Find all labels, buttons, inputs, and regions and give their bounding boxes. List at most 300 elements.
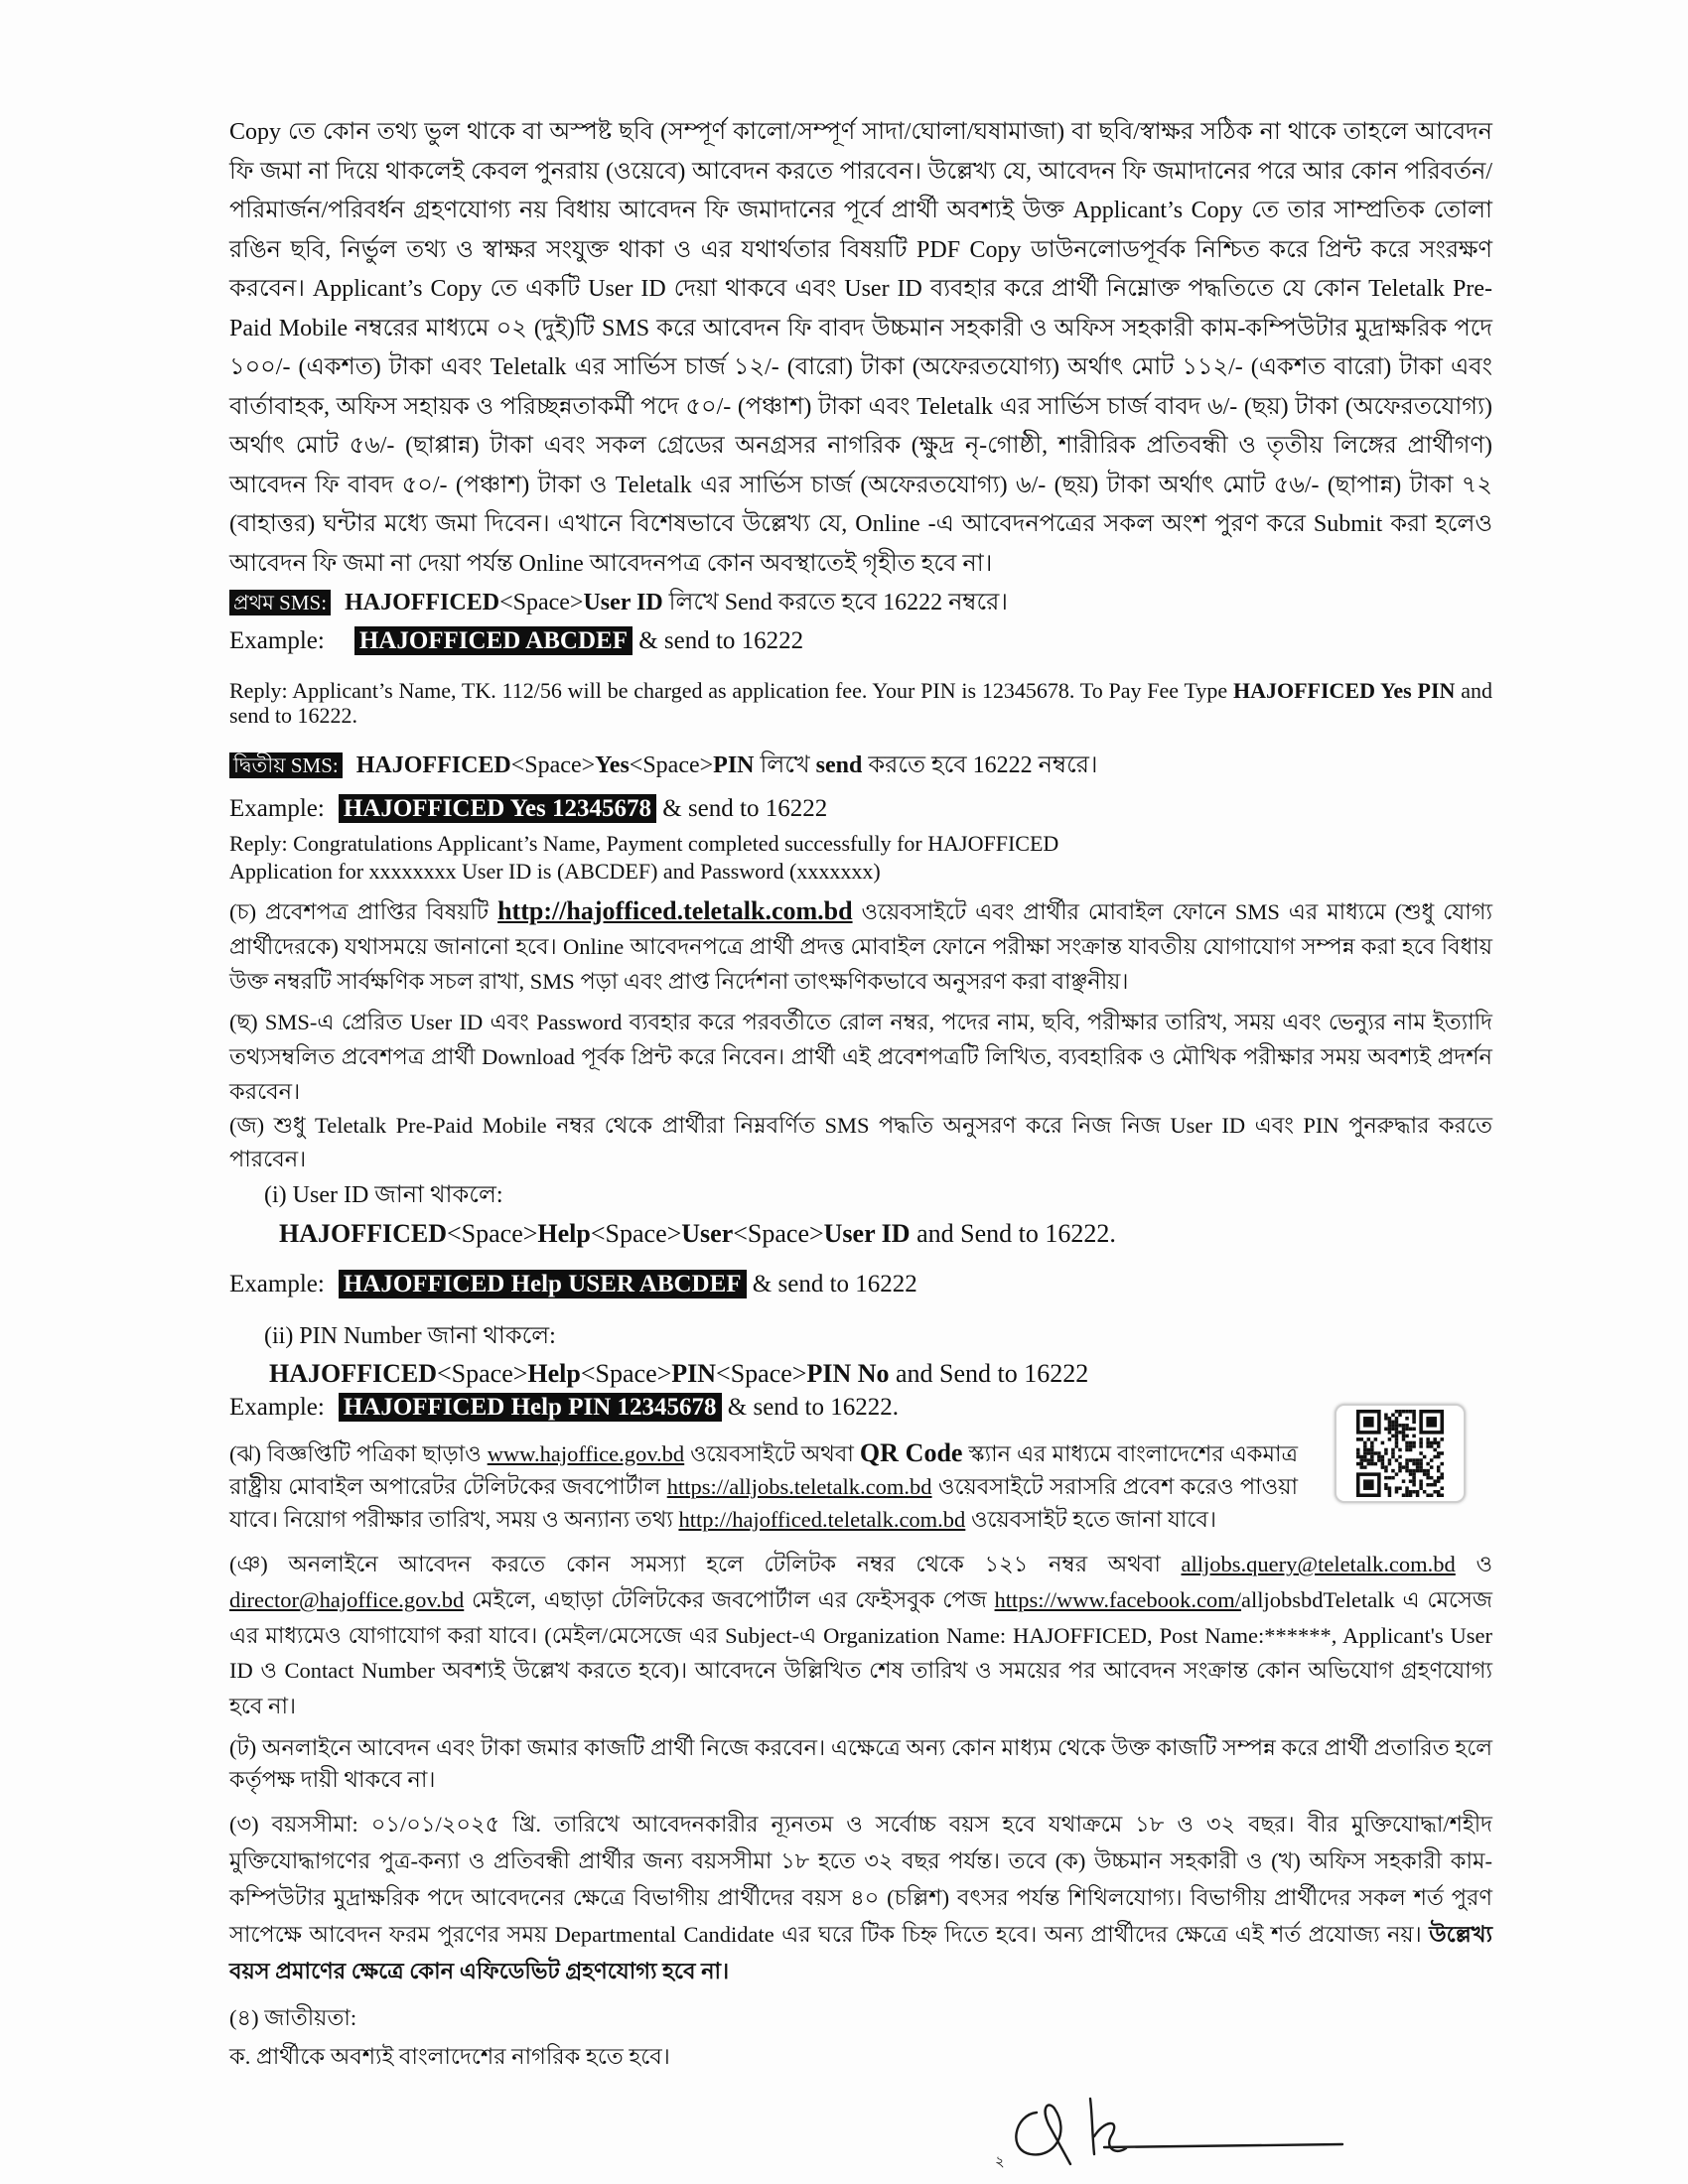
qr-module (1398, 1462, 1402, 1466)
qr-module (1363, 1451, 1367, 1455)
qr-module (1391, 1424, 1395, 1428)
qr-module (1360, 1465, 1364, 1469)
first-sms-instruction (229, 584, 1492, 621)
qr-module (1402, 1431, 1406, 1434)
qr-module (1437, 1455, 1441, 1459)
qr-module (1384, 1428, 1388, 1432)
qr-module (1395, 1490, 1399, 1494)
qr-module (1426, 1437, 1430, 1441)
qr-module (1437, 1469, 1441, 1473)
example-label: Example: (229, 795, 325, 822)
qr-module (1437, 1476, 1441, 1480)
support-paragraph (229, 1547, 1492, 1724)
qr-module (1388, 1437, 1392, 1441)
qr-module (1391, 1434, 1395, 1438)
sms-keyword: HAJOFFICED (269, 1359, 437, 1388)
qr-module (1412, 1469, 1416, 1473)
qr-module (1377, 1455, 1381, 1459)
qr-module (1377, 1451, 1381, 1455)
qr-module (1419, 1469, 1423, 1473)
qr-module (1384, 1486, 1388, 1490)
qr-module (1388, 1476, 1392, 1480)
qr-module (1409, 1428, 1413, 1432)
example-label: Example: (229, 1271, 325, 1297)
sms-keyword: HAJOFFICED (355, 752, 511, 778)
qr-module (1356, 1451, 1360, 1455)
qr-module (1388, 1421, 1392, 1425)
pin-token: PIN (713, 752, 755, 778)
qr-module (1398, 1414, 1402, 1418)
qr-module (1381, 1458, 1385, 1462)
paragraph-text: ওয়েবসাইট হতে জানা যাবে। (965, 1507, 1216, 1532)
application-fee-paragraph: Copy তে কোন তথ্য ভুল থাকে বা অস্পষ্ট ছবি (সম্পূর্ণ কালো/সম্পূর্ণ সাদা/ঘোলা/ঘষামাজা) বা ছবি/স্বাক্ষর সঠিক না থাকে তাহলে আবেদন ফি জমা না দিয়ে থাকলেই কেবল পুনরায় (ওয়েবে) আবেদন করতে পারবেন। উল্লেখ্য যে, আবেদন ফি জমাদানের পরে আর কোন পরিবর্তন/পরিমার্জন/পরিবর্ধন গ্রহণযোগ্য নয় বিধায় আবেদন ফি জমাদানের পূর্বে প্রার্থী অবশ্যই উক্ত Applicant’s Copy তে তার সাম্প্রতিক তোলা রঙিন ছবি, নির্ভুল তথ্য ও স্বাক্ষর সংযুক্ত থাকা ও এর যথার্থতার বিষয়টি PDF Copy ডাউনলোডপূর্বক নিশ্চিত করে প্রিন্ট করে সংরক্ষণ করবেন। Applicant’s Copy তে একটি User ID দেয়া থাকবে এবং User ID ব্যবহার করে প্রার্থী নিম্নোক্ত পদ্ধতিতে যে কোন Teletalk Pre-Paid Mobile নম্বরের মাধ্যমে ০২ (দুই)টি SMS করে আবেদন ফি বাবদ উচ্চমান সহকারী ও অফিস সহকারী কাম-কম্পিউটার মুদ্রাক্ষরিক পদে ১০০/- (একশত) টাকা এবং Teletalk এর সার্ভিস চার্জ ১২/- (বারো) টাকা (অফেরতযোগ্য) অর্থাৎ মোট ১১২/- (একশত বারো) টাকা এবং বার্তাবাহক, অফিস সহায়ক ও পরিচ্ছন্নতাকর্মী পদে ৫০/- (পঞ্চাশ) টাকা এবং Teletalk এর সার্ভিস চার্জ বাবদ ৬/- (ছয়) টাকা (অফেরতযোগ্য) অর্থাৎ মোট ৫৬/- (ছাপ্পান্ন) টাকা এবং সকল গ্রেডের অনগ্রসর নাগরিক (ক্ষুদ্র নৃ-গোষ্ঠী, শারীরিক প্রতিবন্ধী ও তৃতীয় লিঙ্গের প্রার্থীগণ) আবেদন ফি বাবদ ৫০/- (পঞ্চাশ) টাকা ও Teletalk এর সার্ভিস চার্জ (অফেরতযোগ্য) ৬/- (ছয়) টাকা অর্থাৎ মোট ৫৬/- (ছাপান্ন) টাকা ৭২ (বাহাত্তর) ঘন্টার মধ্যে জমা দিবেন। এখানে বিশেষভাবে উল্লেখ্য যে, Online -এ আবেদনপত্রের সকল অংশ পুরণ করে Submit করা হলেও আবেদন ফি জমা না দেয়া পর্যন্ত Online আবেদনপত্র কোন অবস্থাতেই গৃহীত হবে না। (229, 119, 1492, 577)
nationality-item: ক. প্রার্থীকে অবশ্যই বাংলাদেশের নাগরিক হতে হবে। (229, 2043, 670, 2069)
qr-module (1405, 1441, 1409, 1445)
qr-module (1405, 1428, 1409, 1432)
qr-module (1363, 1458, 1367, 1462)
qr-module (1374, 1451, 1378, 1455)
qr-module (1405, 1417, 1409, 1421)
qr-module (1402, 1437, 1406, 1441)
qr-module (1405, 1490, 1409, 1494)
qr-module (1412, 1472, 1416, 1476)
qr-module (1416, 1458, 1420, 1462)
reply-tail: and send to 16222. (229, 678, 1493, 728)
facebook-page-link: https://www.facebook.com/ (994, 1586, 1242, 1612)
qr-module (1440, 1476, 1444, 1480)
qr-module (1360, 1455, 1364, 1459)
example-code: HAJOFFICED ABCDEF (354, 626, 633, 655)
qr-module (1363, 1479, 1374, 1490)
admit-card-paragraph (229, 893, 1492, 999)
qr-module (1426, 1469, 1430, 1473)
qr-module (1391, 1455, 1395, 1459)
qr-module (1426, 1476, 1430, 1480)
space-token: <Space> (580, 1359, 672, 1388)
qr-module (1363, 1417, 1374, 1428)
qr-module (1381, 1441, 1385, 1445)
self-apply-paragraph: (ট) অনলাইনে আবেদন এবং টাকা জমার কাজটি প্রার্থী নিজে করবেন। এক্ষেত্রে অন্য কোন মাধ্যম থেকে উক্ত কাজটি সম্পন্ন করে প্রার্থী প্রতারিত হলে কর্তৃপক্ষ দায়ী থাকবে না। (229, 1734, 1492, 1792)
reply-command: HAJOFFICED Yes PIN (1232, 678, 1456, 703)
qr-module (1398, 1431, 1402, 1434)
qr-module (1370, 1455, 1374, 1459)
qr-module (1430, 1483, 1434, 1487)
qr-code (1356, 1410, 1444, 1497)
qr-module (1395, 1434, 1399, 1438)
qr-module (1433, 1483, 1437, 1487)
qr-module (1412, 1458, 1416, 1462)
signature-stroke (1016, 2099, 1342, 2164)
sms-instruction-text: করতে হবে 16222 নম্বরে। (862, 752, 1098, 778)
qr-module (1370, 1448, 1374, 1452)
qr-module (1360, 1462, 1364, 1466)
qr-module (1433, 1479, 1437, 1483)
example-tail: & send to 16222 (632, 627, 804, 654)
qr-module (1391, 1428, 1395, 1432)
qr-module (1360, 1458, 1364, 1462)
qr-module (1416, 1462, 1420, 1466)
paragraph-text: (ঝ) বিজ্ঞপ্তিটি পত্রিকা ছাড়াও (229, 1441, 488, 1466)
qr-module (1412, 1434, 1416, 1438)
qr-module (1398, 1448, 1402, 1452)
qr-module (1440, 1451, 1444, 1455)
qr-module (1419, 1486, 1423, 1490)
qr-module (1405, 1486, 1409, 1490)
qr-module (1440, 1472, 1444, 1476)
qr-module (1412, 1428, 1416, 1432)
qr-module (1409, 1479, 1413, 1483)
qr-module (1398, 1486, 1402, 1490)
second-sms-reply (229, 830, 1492, 886)
example-code: HAJOFFICED Help PIN 12345678 (339, 1393, 722, 1422)
paragraph-text: ও (1455, 1552, 1493, 1576)
qr-module (1405, 1458, 1409, 1462)
qr-module (1409, 1444, 1413, 1448)
qr-module (1412, 1479, 1416, 1483)
user-id-token: User ID (583, 590, 663, 615)
qr-module (1440, 1462, 1444, 1466)
qr-module (1416, 1493, 1420, 1497)
space-token: <Space> (499, 590, 584, 615)
qr-module (1416, 1490, 1420, 1494)
qr-module (1395, 1444, 1399, 1448)
qr-module (1405, 1448, 1409, 1452)
hajofficed-website-link: http://hajofficed.teletalk.com.bd (678, 1507, 966, 1532)
qr-module (1391, 1414, 1395, 1418)
nationality-heading: (৪) জাতীয়তা: (229, 2004, 357, 2030)
qr-module (1391, 1451, 1395, 1455)
qr-module (1433, 1437, 1437, 1441)
qr-module (1437, 1451, 1441, 1455)
notice-body (229, 113, 1492, 2074)
qr-module (1395, 1431, 1399, 1434)
recovery-user-example (229, 1265, 1492, 1304)
qr-module (1419, 1437, 1423, 1441)
command-tail: and Send to 16222 (889, 1359, 1089, 1388)
circular-paragraph (229, 1436, 1298, 1536)
space-token: <Space> (510, 752, 596, 778)
space-token: <Space> (629, 752, 714, 778)
qr-module (1412, 1441, 1416, 1445)
qr-module (1426, 1493, 1430, 1497)
page-number: ২ (995, 2154, 1005, 2170)
paragraph-text: ওয়েবসাইটে এবং প্রার্থীর মোবাইল ফোনে SMS এর মাধ্যমে (শুধু যোগ্য প্রার্থীদেরকে) যথাসময়ে জানানো হবে। Online আবেদনপত্রে প্রার্থী প্রদত্ত মোবাইল ফোনে পরীক্ষা সংক্রান্ত যাবতীয় যোগাযোগ সম্পন্ন করা হবে বিধায় উক্ত নম্বরটি সার্বক্ষণিক সচল রাখা, SMS পড়া এবং প্রাপ্ত নির্দেশনা তাৎক্ষণিকভাবে অনুসরণ করা বাঞ্ছনীয়। (229, 899, 1493, 994)
pin-token: PIN (671, 1359, 717, 1388)
qr-module (1409, 1448, 1413, 1452)
qr-code-frame (1335, 1404, 1466, 1503)
director-email-link: director@hajoffice.gov.bd (229, 1586, 465, 1612)
qr-module (1402, 1434, 1406, 1438)
qr-module (1377, 1458, 1381, 1462)
space-token: <Space> (716, 1359, 807, 1388)
qr-module (1430, 1493, 1434, 1497)
qr-module (1384, 1483, 1388, 1487)
yes-token: Yes (595, 752, 630, 778)
qr-module (1426, 1472, 1430, 1476)
qr-module (1384, 1469, 1388, 1473)
admit-download-paragraph: (ছ) SMS-এ প্রেরিত User ID এবং Password ব্যবহার করে পরবর্তীতে রোল নম্বর, পদের নাম, ছবি, পরীক্ষার তারিখ, সময় এবং ভেন্যুর নাম ইত্যাদি তথ্যসম্বলিত প্রবেশপত্র প্রার্থী Download পূর্বক প্রিন্ট করে নিবেন। প্রার্থী এই প্রবেশপত্রটি লিখিত, ব্যবহারিক ও মৌখিক পরীক্ষার সময় অবশ্যই প্রদর্শন করবেন। (229, 1010, 1492, 1104)
user-token: User (681, 1219, 734, 1248)
qr-module (1405, 1424, 1409, 1428)
qr-module (1430, 1476, 1434, 1480)
qr-module (1367, 1451, 1371, 1455)
alljobs-website-link: https://alljobs.teletalk.com.bd (666, 1474, 932, 1499)
paragraph-text: স্ক্যান এর মাধ্যমে বাংলাদেশের একমাত্র রাষ্ট্রীয় মোবাইল অপারেটর টেলিটকের জবপোর্টাল (229, 1441, 1299, 1499)
qr-module (1419, 1458, 1423, 1462)
qr-module (1419, 1462, 1423, 1466)
space-token: <Space> (733, 1219, 824, 1248)
qr-module (1384, 1476, 1388, 1480)
signature (993, 2085, 1370, 2174)
qr-module (1419, 1465, 1423, 1469)
qr-code-text: QR Code (859, 1438, 963, 1467)
qr-module (1388, 1486, 1392, 1490)
qr-module (1374, 1437, 1378, 1441)
example-tail: & send to 16222 (656, 795, 828, 822)
qr-module (1405, 1469, 1409, 1473)
command-tail: and Send to 16222. (910, 1219, 1116, 1248)
qr-module (1381, 1465, 1385, 1469)
qr-module (1367, 1437, 1371, 1441)
recovery-user-command (229, 1214, 1492, 1254)
qr-module (1430, 1458, 1434, 1462)
qr-module (1370, 1451, 1374, 1455)
qr-module (1398, 1455, 1402, 1459)
example-label: Example: (229, 627, 325, 654)
qr-module (1402, 1493, 1406, 1497)
space-token: <Space> (447, 1219, 538, 1248)
qr-module (1395, 1486, 1399, 1490)
qr-module (1402, 1424, 1406, 1428)
qr-module (1419, 1444, 1423, 1448)
help-token: Help (537, 1219, 591, 1248)
send-token: send (815, 752, 863, 778)
qr-module (1363, 1455, 1367, 1459)
qr-module (1412, 1417, 1416, 1421)
qr-module (1367, 1462, 1371, 1466)
qr-module (1440, 1486, 1444, 1490)
qr-module (1423, 1455, 1427, 1459)
qr-module (1391, 1421, 1395, 1425)
qr-module (1412, 1476, 1416, 1480)
qr-module (1374, 1462, 1378, 1466)
qr-module (1409, 1410, 1413, 1414)
second-sms-instruction (229, 747, 1492, 784)
qr-module (1384, 1414, 1388, 1418)
second-sms-example (229, 789, 1492, 829)
first-sms-example (229, 621, 1492, 661)
qr-module (1388, 1428, 1392, 1432)
paragraph-text: (৩) বয়সসীমা: ০১/০১/২০২৫ খ্রি. তারিখে আবেদনকারীর ন্যূনতম ও সর্বোচ্চ বয়স হবে যথাক্রমে ১৮ ও ৩২ বছর। বীর মুক্তিযোদ্ধা/শহীদ মুক্তিযোদ্ধাগণের পুত্র-কন্যা ও প্রতিবন্ধী প্রার্থীর জন্য বয়সসীমা ১৮ হতে ৩২ বছর পর্যন্ত। তবে (ক) উচ্চমান সহকারী ও (খ) অফিস সহকারী কাম-কম্পিউটার মুদ্রাক্ষরিক পদে আবেদনের ক্ষেত্রে বিভাগীয় প্রার্থীদের বয়স ৪০ (চল্লিশ) বৎসর পর্যন্ত শিথিলযোগ্য। বিভাগীয় প্রার্থীদের সকল শর্ত পুরণ সাপেক্ষে আবেদন ফরম পুরণের সময় Departmental Candidate এর ঘরে টিক চিহ্ন দিতে হবে। অন্য প্রার্থীদের ক্ষেত্রে এই শর্ত প্রযোজ্য নয়। (229, 1811, 1492, 1947)
qr-module (1384, 1465, 1388, 1469)
qr-module (1395, 1424, 1399, 1428)
recovery-pin-label: (ii) PIN Number জানা থাকলে: (264, 1323, 556, 1349)
qr-module (1398, 1469, 1402, 1473)
qr-module (1363, 1444, 1367, 1448)
qr-module (1412, 1483, 1416, 1487)
help-token: Help (527, 1359, 581, 1388)
space-token: <Space> (437, 1359, 528, 1388)
qr-module (1391, 1448, 1395, 1452)
qr-module (1412, 1414, 1416, 1418)
qr-module (1388, 1458, 1392, 1462)
qr-module (1395, 1417, 1399, 1421)
first-sms-label: প্রথম SMS: (229, 590, 331, 615)
qr-module (1430, 1465, 1434, 1469)
qr-module (1391, 1469, 1395, 1473)
example-code: HAJOFFICED Yes 12345678 (339, 794, 656, 823)
sms-instruction-text: লিখে (754, 752, 816, 778)
qr-module (1430, 1444, 1434, 1448)
qr-module (1402, 1465, 1406, 1469)
qr-module (1391, 1476, 1395, 1480)
qr-module (1356, 1448, 1360, 1452)
age-limit-paragraph (229, 1806, 1492, 1989)
qr-module (1395, 1441, 1399, 1445)
qr-module (1402, 1410, 1406, 1414)
qr-module (1363, 1441, 1367, 1445)
qr-module (1356, 1455, 1360, 1459)
qr-module (1395, 1458, 1399, 1462)
qr-module (1388, 1417, 1392, 1421)
qr-module (1405, 1410, 1409, 1414)
example-label: Example: (229, 1394, 325, 1421)
qr-module (1419, 1479, 1423, 1483)
qr-module (1370, 1444, 1374, 1448)
qr-module (1398, 1410, 1402, 1414)
paragraph-text: ওয়েবসাইটে অথবা (684, 1441, 860, 1466)
qr-module (1409, 1458, 1413, 1462)
qr-module (1398, 1424, 1402, 1428)
qr-module (1405, 1434, 1409, 1438)
qr-module (1388, 1462, 1392, 1466)
alljobs-email-link: alljobs.query@teletalk.com.bd (1181, 1552, 1456, 1576)
qr-module (1437, 1493, 1441, 1497)
qr-module (1437, 1465, 1441, 1469)
qr-module (1356, 1462, 1360, 1466)
sms-instruction-text: লিখে Send করতে হবে 16222 নম্বরে। (662, 590, 1008, 615)
recovery-pin-command (229, 1357, 1492, 1391)
qr-module (1437, 1479, 1441, 1483)
reply-text: Reply: Applicant’s Name, TK. 112/56 will be charged as application fee. Your PIN is 12345678. To Pay Fee Type (229, 678, 1233, 703)
result-website-link: http://hajofficed.teletalk.com.bd (497, 896, 853, 925)
qr-module (1437, 1490, 1441, 1494)
qr-module (1419, 1441, 1423, 1445)
recovery-intro-paragraph: (জ) শুধু Teletalk Pre-Paid Mobile নম্বর থেকে প্রার্থীরা নিম্নবর্ণিত SMS পদ্ধতি অনুসরণ করে নিজ নিজ User ID এবং PIN পুনরুদ্ধার করতে পারবেন। (229, 1113, 1492, 1171)
qr-module (1384, 1451, 1388, 1455)
qr-module (1402, 1479, 1406, 1483)
qr-module (1412, 1462, 1416, 1466)
qr-module (1381, 1455, 1385, 1459)
qr-module (1405, 1465, 1409, 1469)
recovery-user-label: (i) User ID জানা থাকলে: (264, 1182, 503, 1208)
hajoffice-website-link: www.hajoffice.gov.bd (487, 1441, 685, 1466)
example-tail: & send to 16222 (746, 1271, 917, 1297)
qr-module (1426, 1441, 1430, 1445)
qr-module (1423, 1469, 1427, 1473)
qr-module (1412, 1421, 1416, 1425)
qr-module (1370, 1441, 1374, 1445)
qr-module (1433, 1455, 1437, 1459)
qr-module (1409, 1490, 1413, 1494)
qr-module (1419, 1483, 1423, 1487)
qr-module (1426, 1417, 1437, 1428)
recovery-pin-example (229, 1391, 1492, 1425)
space-token: <Space> (590, 1219, 682, 1248)
qr-module (1363, 1465, 1367, 1469)
qr-module (1440, 1437, 1444, 1441)
qr-module (1409, 1441, 1413, 1445)
qr-module (1437, 1441, 1441, 1445)
qr-module (1426, 1483, 1430, 1487)
qr-module (1395, 1410, 1399, 1414)
qr-module (1388, 1424, 1392, 1428)
qr-module (1409, 1469, 1413, 1473)
qr-module (1426, 1462, 1430, 1466)
sms-keyword: HAJOFFICED (279, 1219, 447, 1248)
qr-module (1433, 1441, 1437, 1445)
qr-module (1405, 1493, 1409, 1497)
qr-module (1423, 1490, 1427, 1494)
qr-module (1395, 1472, 1399, 1476)
qr-module (1384, 1448, 1388, 1452)
qr-module (1381, 1462, 1385, 1466)
qr-module (1398, 1465, 1402, 1469)
paragraph-text: (ঞ) অনলাইনে আবেদন করতে কোন সমস্যা হলে টেলিটক নম্বর থেকে ১২১ নম্বর অথবা (229, 1552, 1182, 1576)
qr-module (1412, 1490, 1416, 1494)
paragraph-text: ওয়েবসাইটে সরাসরি প্রবেশ করেও পাওয়া যাবে। নিয়োগ পরীক্ষার তারিখ, সময় ও অন্যান্য তথ্য (229, 1474, 1298, 1532)
qr-module (1419, 1451, 1423, 1455)
first-sms-reply (229, 678, 1492, 728)
qr-module (1405, 1444, 1409, 1448)
qr-module (1388, 1431, 1392, 1434)
qr-module (1437, 1444, 1441, 1448)
qr-module (1395, 1421, 1399, 1425)
qr-module (1370, 1458, 1374, 1462)
qr-module (1356, 1437, 1360, 1441)
pin-no-token: PIN No (806, 1359, 890, 1388)
qr-module (1433, 1490, 1437, 1494)
qr-module (1416, 1465, 1420, 1469)
qr-module (1388, 1493, 1392, 1497)
qr-module (1409, 1472, 1413, 1476)
qr-module (1412, 1444, 1416, 1448)
qr-module (1367, 1458, 1371, 1462)
paragraph-text: alljobsbdTeletalk এ মেসেজ এর মাধ্যমেও যোগাযোগ করা যাবে। (মেইল/মেসেজে এর Subject-এ Organization Name: HAJOFFICED, Post Name:******, Applicant's User ID ও Contact Number অবশ্যই উল্লেখ করতে হবে)। আবেদনে উল্লিখিত শেষ তারিখ ও সময়ের পর আবেদন সংক্রান্ত কোন অভিযোগ গ্রহণযোগ্য হবে না। (229, 1586, 1492, 1719)
qr-module (1360, 1437, 1364, 1441)
qr-module (1370, 1462, 1374, 1466)
second-sms-label: দ্বিতীয় SMS: (229, 752, 343, 778)
qr-module (1412, 1410, 1416, 1414)
qr-module (1440, 1493, 1444, 1497)
qr-module (1430, 1441, 1434, 1445)
qr-module (1384, 1417, 1388, 1421)
qr-module (1423, 1472, 1427, 1476)
qr-module (1426, 1444, 1430, 1448)
paragraph-text: মেইলে, এছাড়া টেলিটকের জবপোর্টাল এর ফেইসবুক পেজ (464, 1586, 995, 1612)
reply-line: Application for xxxxxxxx User ID is (ABCDEF) and Password (xxxxxxx) (229, 859, 881, 884)
sms-keyword: HAJOFFICED (345, 590, 500, 615)
qr-module (1363, 1448, 1367, 1452)
affidavit-note: উল্লেখ্য বয়স প্রমাণের ক্ষেত্রে কোন এফিডেভিট গ্রহণযোগ্য হবে না। (229, 1921, 1492, 1983)
qr-module (1402, 1428, 1406, 1432)
example-code: HAJOFFICED Help USER ABCDEF (339, 1270, 747, 1298)
reply-line: Reply: Congratulations Applicant’s Name, Payment completed successfully for HAJOFFICED (229, 831, 1059, 856)
qr-module (1395, 1428, 1399, 1432)
example-tail: & send to 16222. (721, 1394, 899, 1421)
qr-module (1388, 1490, 1392, 1494)
qr-module (1433, 1448, 1437, 1452)
